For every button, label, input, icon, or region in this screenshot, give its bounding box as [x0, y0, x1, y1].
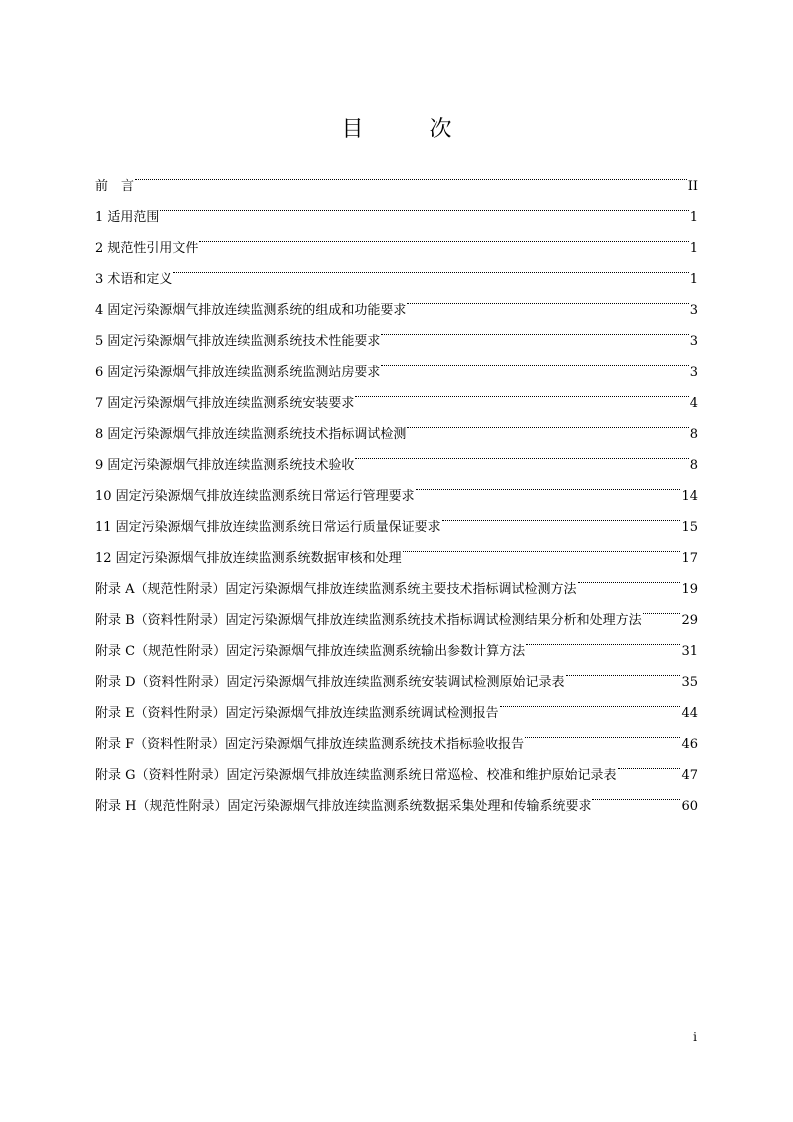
toc-leader-dots [381, 345, 688, 376]
toc-entry-page: 4 [689, 396, 698, 411]
toc-leader-dots [199, 221, 688, 252]
toc-leader-dots [525, 717, 680, 748]
toc-entry-label: 7 固定污染源烟气排放连续监测系统安装要求 [95, 396, 355, 411]
toc-leader-dots [442, 500, 681, 531]
toc-entry-page: 19 [681, 582, 698, 597]
toc-entry-page: 44 [681, 706, 698, 721]
toc-entry-page: 15 [681, 520, 698, 535]
toc-entry-label: 附录 D（资料性附录）固定污染源烟气排放连续监测系统安装调试检测原始记录表 [95, 675, 565, 690]
toc-entry-label: 附录 H（规范性附录）固定污染源烟气排放连续监测系统数据采集处理和传输系统要求 [95, 799, 592, 814]
toc-leader-dots [500, 686, 681, 717]
toc-entry-page: 8 [689, 458, 698, 473]
toc-entry-label: 3 术语和定义 [95, 272, 173, 287]
toc-entry-label: 附录 B（资料性附录）固定污染源烟气排放连续监测系统技术指标调试检测结果分析和处理方法 [95, 613, 642, 628]
toc-entry-label: 11 固定污染源烟气排放连续监测系统日常运行质量保证要求 [95, 520, 441, 535]
toc-entry-page: 3 [689, 334, 698, 349]
toc-leader-dots [618, 748, 681, 779]
toc-leader-dots [526, 624, 680, 655]
toc-entry-label: 1 适用范围 [95, 210, 160, 225]
toc-leader-dots [407, 283, 688, 314]
toc-entry-label: 前 言 [95, 179, 135, 194]
toc-entry[interactable] [95, 221, 698, 256]
toc-leader-dots [173, 252, 688, 283]
toc-entry-page: 35 [681, 675, 698, 690]
toc-entry-page: II [687, 179, 698, 194]
toc-leader-dots [407, 407, 688, 438]
toc-entry-page: 60 [681, 799, 698, 814]
toc-entry-label: 8 固定污染源烟气排放连续监测系统技术指标调试检测 [95, 427, 407, 442]
toc-entry-label: 10 固定污染源烟气排放连续监测系统日常运行管理要求 [95, 489, 415, 504]
toc-entry-page: 29 [681, 613, 698, 628]
toc-entry-page: 3 [689, 303, 698, 318]
toc-entry[interactable] [95, 159, 698, 194]
toc-entry-page: 1 [689, 210, 698, 225]
toc-leader-dots [381, 314, 688, 345]
toc-entry-page: 31 [681, 644, 698, 659]
toc-entry-label: 附录 E（资料性附录）固定污染源烟气排放连续监测系统调试检测报告 [95, 706, 499, 721]
footer-page-number: i [693, 1030, 697, 1044]
toc-entry[interactable] [95, 252, 698, 287]
toc-entry-label: 附录 F（资料性附录）固定污染源烟气排放连续监测系统技术指标验收报告 [95, 737, 525, 752]
table-of-contents [95, 159, 698, 814]
toc-entry-label: 5 固定污染源烟气排放连续监测系统技术性能要求 [95, 334, 381, 349]
toc-entry-label: 9 固定污染源烟气排放连续监测系统技术验收 [95, 458, 355, 473]
toc-entry-page: 3 [689, 365, 698, 380]
toc-leader-dots [592, 779, 680, 810]
toc-entry-label: 2 规范性引用文件 [95, 241, 199, 256]
toc-entry-page: 8 [689, 427, 698, 442]
toc-entry[interactable] [95, 283, 698, 318]
toc-entry-page: 47 [681, 768, 698, 783]
toc-entry-page: 46 [681, 737, 698, 752]
toc-leader-dots [643, 593, 681, 624]
toc-entry-label: 附录 G（资料性附录）固定污染源烟气排放连续监测系统日常巡检、校准和维护原始记录表 [95, 768, 617, 783]
toc-leader-dots [355, 376, 688, 407]
toc-entry-page: 1 [689, 272, 698, 287]
toc-entry-label: 6 固定污染源烟气排放连续监测系统监测站房要求 [95, 365, 381, 380]
toc-leader-dots [355, 438, 688, 469]
toc-entry-label: 12 固定污染源烟气排放连续监测系统数据审核和处理 [95, 551, 402, 566]
toc-entry-label: 附录 C（规范性附录）固定污染源烟气排放连续监测系统输出参数计算方法 [95, 644, 526, 659]
toc-leader-dots [578, 562, 681, 593]
toc-entry[interactable] [95, 190, 698, 225]
toc-leader-dots [135, 159, 687, 190]
toc-leader-dots [416, 469, 681, 500]
toc-entry-label: 附录 A（规范性附录）固定污染源烟气排放连续监测系统主要技术指标调试检测方法 [95, 582, 577, 597]
toc-entry-page: 1 [689, 241, 698, 256]
page-title: 目 次 [341, 117, 474, 142]
toc-entry-page: 17 [681, 551, 698, 566]
toc-entry-label: 4 固定污染源烟气排放连续监测系统的组成和功能要求 [95, 303, 407, 318]
toc-leader-dots [566, 655, 681, 686]
toc-entry-page: 14 [681, 489, 698, 504]
toc-leader-dots [160, 190, 688, 221]
toc-leader-dots [403, 531, 681, 562]
